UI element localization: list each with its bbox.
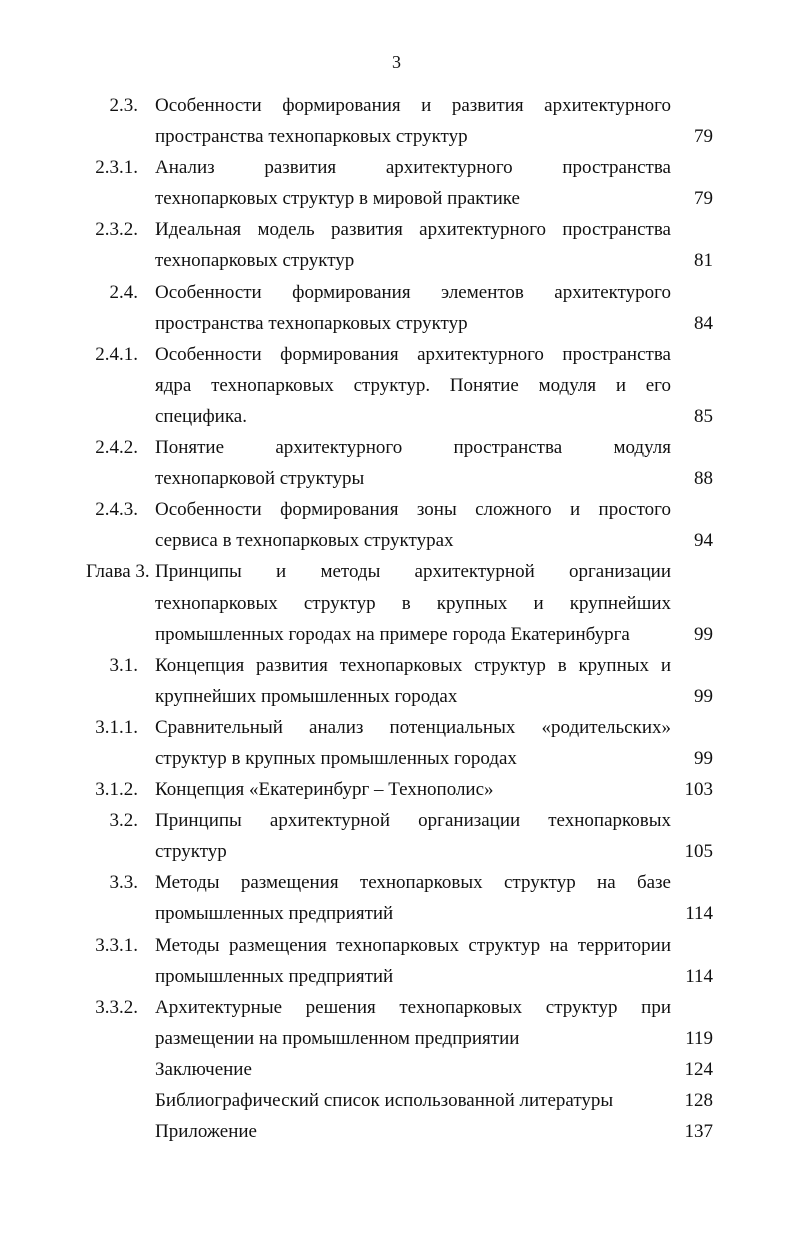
toc-entry-number: 3.2.	[109, 810, 138, 832]
toc-entry-title-line: Принципы архитектурной организации технопарковых	[155, 810, 671, 832]
toc-entry-page: 81	[694, 250, 713, 272]
toc-entry-number: 3.1.2.	[95, 779, 138, 801]
toc-entry	[0, 152, 793, 214]
toc-entry-number: 2.4.3.	[95, 499, 138, 521]
toc-entry-title	[155, 214, 671, 276]
toc-entry-title-line: технопарковых структур в мировой практике	[155, 188, 520, 210]
toc-entry-title-line: технопарковых структур	[155, 250, 355, 272]
toc-entry-title-line: Принципы и методы архитектурной организации	[155, 561, 671, 583]
toc-entry	[0, 867, 793, 929]
toc-entry-page: 124	[684, 1058, 713, 1080]
toc-entry-number: Глава 3.	[86, 561, 150, 583]
toc-entry	[0, 774, 793, 805]
toc-entry-title-line: промышленных предприятий	[155, 965, 394, 987]
toc-entry	[0, 432, 793, 494]
toc-entry-title-line: пространства технопарковых структур	[155, 312, 468, 334]
toc-entry	[0, 214, 793, 276]
toc-entry-title-line: Концепция «Екатеринбург – Технополис»	[155, 779, 494, 801]
toc-entry-page: 99	[694, 623, 713, 645]
toc-entry-title	[155, 1116, 671, 1147]
toc-entry-page: 105	[684, 841, 713, 863]
toc-entry-title-line: Особенности формирования зоны сложного и простого	[155, 499, 671, 521]
toc-entry-page: 103	[684, 779, 713, 801]
table-of-contents	[0, 90, 793, 1147]
toc-entry-title	[155, 339, 671, 432]
toc-entry-page: 114	[685, 903, 713, 925]
toc-entry-title	[155, 494, 671, 556]
toc-entry-title	[155, 867, 671, 929]
toc-entry-title	[155, 90, 671, 152]
toc-entry-title-line: Библиографический список использованной литературы	[155, 1090, 614, 1111]
toc-entry-title-line: Сравнительный анализ потенциальных «родительских»	[155, 716, 671, 738]
toc-entry-number: 3.1.1.	[95, 716, 138, 738]
toc-entry	[0, 992, 793, 1054]
toc-entry-page: 88	[694, 468, 713, 490]
toc-entry-title	[155, 805, 671, 867]
toc-entry-title-line: технопарковых структур в крупных и крупнейших	[155, 592, 671, 614]
toc-entry-number: 3.3.2.	[95, 996, 138, 1018]
toc-entry-page: 79	[694, 126, 713, 148]
toc-entry-title-line: специфика.	[155, 405, 247, 427]
toc-entry	[0, 494, 793, 556]
toc-entry-page: 94	[694, 530, 713, 552]
toc-entry-page: 99	[694, 685, 713, 707]
toc-entry-title-line: пространства технопарковых структур	[155, 126, 468, 148]
toc-entry	[0, 556, 793, 649]
toc-entry	[0, 277, 793, 339]
toc-entry-page: 128	[684, 1090, 713, 1111]
toc-entry-title	[155, 930, 671, 992]
toc-entry-title-line: технопарковой структуры	[155, 468, 365, 490]
toc-entry-page: 85	[694, 405, 713, 427]
toc-entry-title-line: Методы размещения технопарковых структур на территории	[155, 934, 671, 956]
toc-entry-title-line: Особенности формирования элементов архитектурого	[155, 281, 671, 303]
toc-entry-title-line: Методы размещения технопарковых структур на базе	[155, 872, 671, 894]
toc-entry	[0, 90, 793, 152]
toc-entry-title-line: Архитектурные решения технопарковых структур при	[155, 996, 671, 1018]
toc-entry-number: 2.4.1.	[95, 343, 138, 365]
toc-entry-title	[155, 277, 671, 339]
toc-entry-title	[155, 1085, 671, 1116]
toc-entry-page: 84	[694, 312, 713, 334]
toc-entry-title-line: Понятие архитектурного пространства модуля	[155, 437, 671, 459]
toc-entry-number: 3.1.	[109, 654, 138, 676]
toc-entry	[0, 1085, 793, 1116]
toc-entry-title-line: размещении на промышленном предприятии	[155, 1027, 520, 1049]
toc-entry-number: 3.3.	[109, 872, 138, 894]
toc-entry	[0, 712, 793, 774]
toc-entry-number: 2.4.2.	[95, 437, 138, 459]
toc-entry-title-line: Приложение	[155, 1121, 257, 1143]
toc-entry-title	[155, 774, 671, 805]
toc-entry-title-line: крупнейших промышленных городах	[155, 685, 458, 707]
toc-entry	[0, 650, 793, 712]
toc-entry-page: 114	[685, 965, 713, 987]
toc-entry	[0, 805, 793, 867]
toc-entry-page: 79	[694, 188, 713, 210]
toc-entry-title	[155, 650, 671, 712]
toc-entry-title-line: Концепция развития технопарковых структур в крупных и	[155, 654, 671, 676]
toc-entry-title-line: ядра технопарковых структур. Понятие модуля и его	[155, 374, 671, 396]
toc-entry	[0, 930, 793, 992]
toc-entry-number: 2.4.	[109, 281, 138, 303]
toc-entry-title-line: Идеальная модель развития архитектурного пространства	[155, 219, 671, 241]
toc-entry-title-line: структур	[155, 841, 227, 863]
toc-entry	[0, 1054, 793, 1085]
toc-entry-title-line: Анализ развития архитектурного пространства	[155, 157, 671, 179]
toc-entry-number: 2.3.2.	[95, 219, 138, 241]
toc-entry-page: 137	[684, 1121, 713, 1143]
toc-entry-title-line: Особенности формирования архитектурного пространства	[155, 343, 671, 365]
toc-entry-title	[155, 1054, 671, 1085]
toc-entry	[0, 339, 793, 432]
toc-entry-page: 99	[694, 747, 713, 769]
toc-entry-number: 3.3.1.	[95, 934, 138, 956]
toc-entry-title-line: промышленных городах на примере города Екатеринбурга	[155, 623, 630, 645]
toc-entry-title-line: Особенности формирования и развития архитектурного	[155, 95, 671, 116]
toc-entry	[0, 1116, 793, 1147]
toc-entry-number: 2.3.	[109, 95, 138, 116]
toc-entry-title	[155, 992, 671, 1054]
toc-entry-title-line: Заключение	[155, 1058, 252, 1080]
toc-entry-number: 2.3.1.	[95, 157, 138, 179]
toc-entry-title-line: промышленных предприятий	[155, 903, 394, 925]
toc-entry-page: 119	[685, 1027, 713, 1049]
page-number: 3	[392, 52, 401, 72]
toc-entry-title	[155, 432, 671, 494]
toc-entry-title	[155, 712, 671, 774]
toc-entry-title	[155, 152, 671, 214]
toc-entry-title-line: структур в крупных промышленных городах	[155, 747, 517, 769]
toc-entry-title-line: сервиса в технопарковых структурах	[155, 530, 454, 552]
